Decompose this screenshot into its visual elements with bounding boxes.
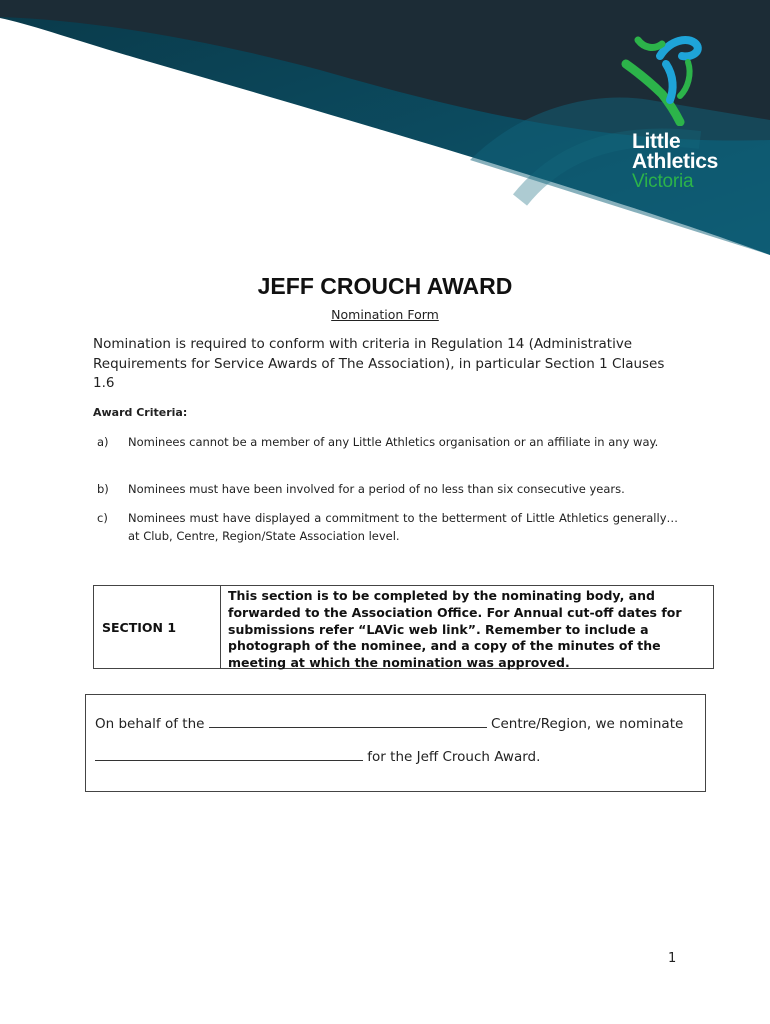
document-title: JEFF CROUCH AWARD: [257, 273, 513, 299]
nomination-line-2: [95, 748, 540, 765]
page-number: 1: [668, 951, 677, 966]
nomination-suffix-1: Centre/Region, we nominate: [491, 716, 684, 732]
document-subtitle: Nomination Form: [331, 307, 439, 322]
centre-region-blank-field[interactable]: [209, 715, 487, 728]
logo-line-victoria: Victoria: [632, 171, 694, 192]
nomination-prefix: On behalf of the: [95, 716, 205, 732]
criteria-letter: a): [97, 435, 109, 449]
little-athletics-logo: [618, 34, 748, 204]
logo-wordmark: [632, 132, 718, 192]
table-divider: [220, 586, 221, 668]
criteria-text: Nominees cannot be a member of any Little Athletics organisation or an affiliate in any way.: [128, 435, 659, 449]
criteria-text: Nominees must have displayed a commitment to the betterment of Little Athletics generally…at Club, Centre, Region/State Association level.: [128, 511, 678, 543]
criteria-heading: Award Criteria:: [93, 406, 188, 419]
criteria-text: Nominees must have been involved for a period of no less than six consecutive years.: [128, 482, 625, 496]
nomination-suffix-2: for the Jeff Crouch Award.: [367, 749, 541, 765]
section-1-label: SECTION 1: [102, 620, 177, 635]
logo-line-athletics: Athletics: [632, 150, 718, 173]
intro-paragraph: Nomination is required to conform with criteria in Regulation 14 (Administrative Requirements for Service Awards of The Association), in particular Section 1 Clauses 1.6: [93, 336, 665, 391]
nomination-box: [85, 694, 706, 792]
nominee-name-blank-field[interactable]: [95, 748, 363, 761]
athlete-mark-icon: [618, 34, 718, 126]
section-1-table: [93, 585, 714, 669]
criteria-letter: c): [97, 511, 108, 525]
nomination-line-1: [95, 715, 683, 732]
logo-line-little: Little: [632, 130, 681, 153]
criteria-letter: b): [97, 482, 109, 496]
section-1-instructions: This section is to be completed by the nominating body, and forwarded to the Association Office. For Annual cut-off dates for submissions refer “LAVic web link”. Remember to include a photograph of the nominee, and a copy of the minutes of the meeting at which the nomination was approved.: [228, 588, 682, 671]
